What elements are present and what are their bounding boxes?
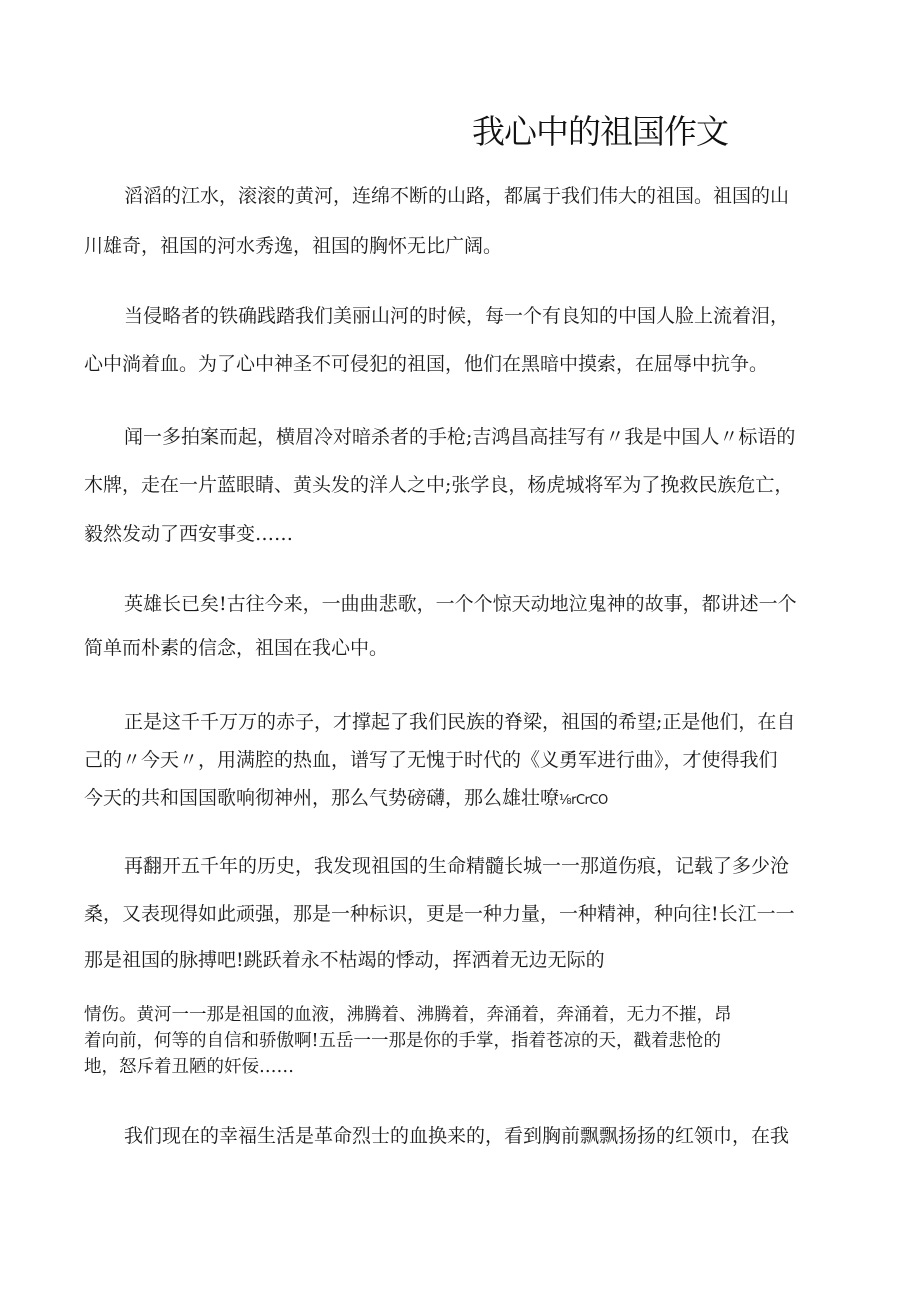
paragraph-line: 心中淌着血。为了心中神圣不可侵犯的祖国，他们在黑暗中摸索，在屈辱中抗争。 <box>84 353 769 375</box>
garbled-text: ⅛rCrCO <box>559 793 608 808</box>
paragraph-line: 木牌，走在一片蓝眼睛、黄头发的洋人之中;张学良，杨虎城将军为了挽救民族危亡， <box>84 474 794 496</box>
paragraph-line: 那是祖国的脉搏吧!跳跃着永不枯竭的悸动，挥洒着无边无际的 <box>84 949 605 971</box>
paragraph-line: 己的〃今天〃，用满腔的热血，谱写了无愧于时代的《义勇军进行曲》，才使得我们 <box>84 749 778 771</box>
paragraph-line: 毅然发动了西安事变…… <box>84 523 294 545</box>
paragraph-line: 地，怒斥着丑陋的奸佞…… <box>84 1057 294 1077</box>
document-title: 我心中的祖国作文 <box>472 112 728 151</box>
paragraph-line: 当侵略者的铁确践踏我们美丽山河的时候，每一个有良知的中国人脸上流着泪， <box>124 305 790 327</box>
paragraph-line <box>84 786 844 813</box>
paragraph-line: 桑，又表现得如此顽强，那是一种标识，更是一种力量，一种精神，种向往!长江一一 <box>84 903 795 925</box>
paragraph-line: 英雄长已矣!古往今来，一曲曲悲歌，一个个惊天动地泣鬼神的故事，都讲述一个 <box>124 593 797 615</box>
paragraph-line: 我们现在的幸福生活是革命烈士的血换来的，看到胸前飘飘扬扬的红领巾，在我 <box>124 1125 790 1147</box>
paragraph-line: 简单而朴素的信念，祖国在我心中。 <box>84 637 389 659</box>
paragraph-line-text: 今天的共和国国歌响彻神州，那么气势磅礴，那么雄壮嘹 <box>84 787 560 809</box>
paragraph-line: 川雄奇，祖国的河水秀逸，祖国的胸怀无比广阔。 <box>84 235 503 257</box>
paragraph-line: 滔滔的江水，滚滚的黄河，连绵不断的山路，都属于我们伟大的祖国。祖国的山 <box>124 185 790 207</box>
paragraph-line: 情伤。黄河一一那是祖国的血液，沸腾着、沸腾着，奔涌着，奔涌着，无力不摧，昂 <box>84 1005 732 1025</box>
paragraph-line: 再翻开五千年的历史，我发现祖国的生命精髓长城一一那道伤痕，记载了多少沧 <box>124 855 790 877</box>
paragraph-line: 着向前，何等的自信和骄傲啊!五岳一一那是你的手掌，指着苍凉的天，戳着悲怆的 <box>84 1031 722 1051</box>
paragraph-line: 闻一多拍案而起，横眉冷对暗杀者的手枪;吉鸿昌高挂写有〃我是中国人〃标语的 <box>124 426 796 448</box>
paragraph-line: 正是这千千万万的赤子，才撑起了我们民族的脊梁，祖国的希望;正是他们，在自 <box>124 711 796 733</box>
